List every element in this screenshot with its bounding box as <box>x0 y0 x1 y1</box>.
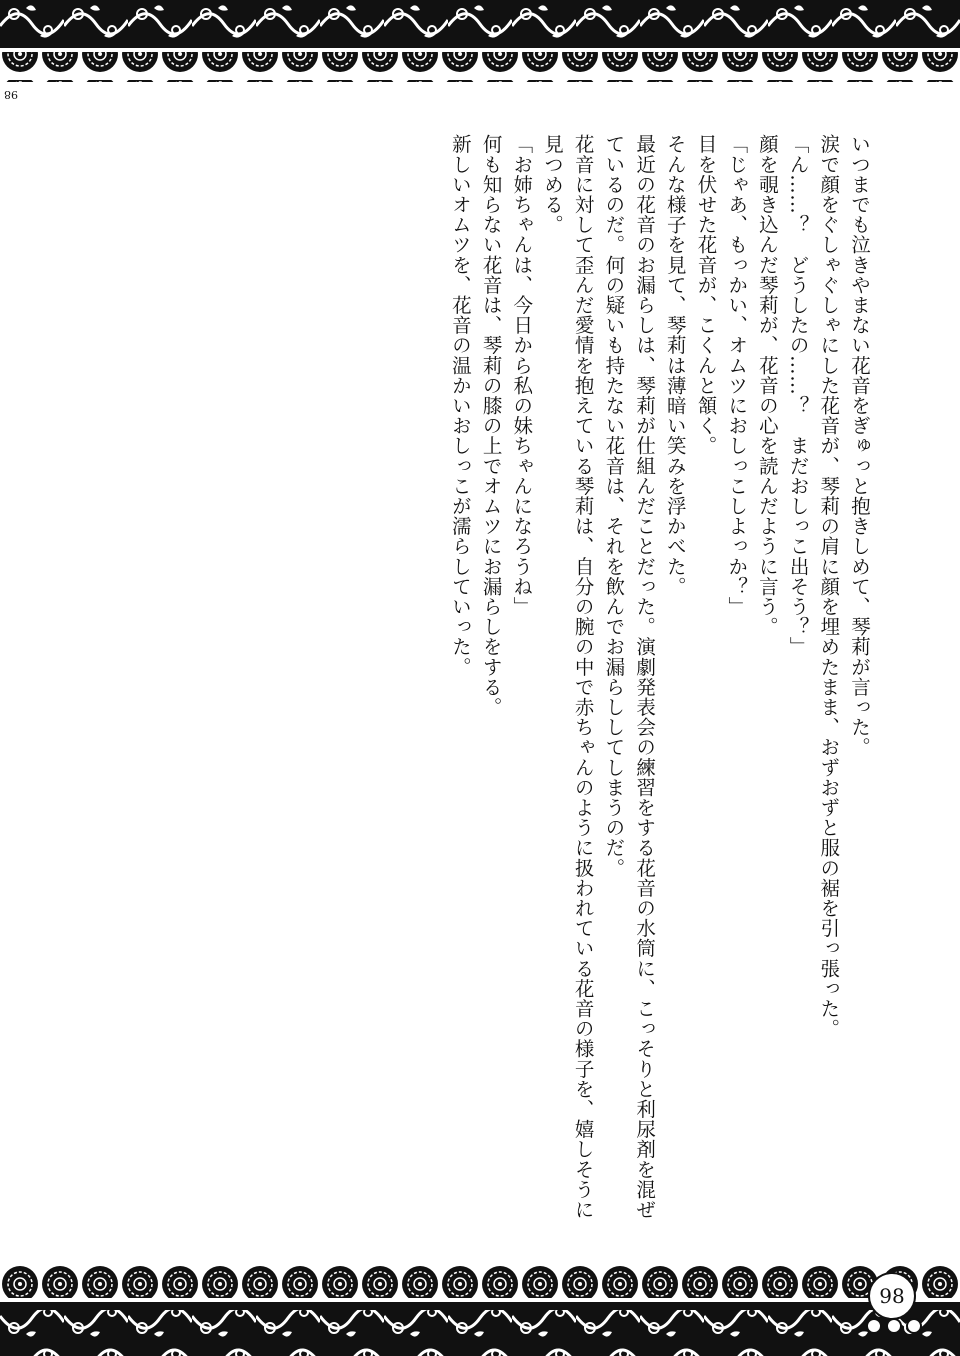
paragraph: 花音に対して歪んだ愛情を抱えている琴莉は、自分の腕の中で赤ちゃんのように扱われている花音の様子を、嬉しそうに見つめる。 <box>540 134 595 1220</box>
paragraph: 最近の花音のお漏らしは、琴莉が仕組んだことだった。演劇発表会の練習をする花音の水筒に、こっそりと利尿剤を混ぜているのだ。何の疑いも持たない花音は、それを飲んでお漏らししてしまうのだ。 <box>602 134 657 1220</box>
paragraph: 新しいオムツを、花音の温かいおしっこが濡らしていった。 <box>448 134 472 677</box>
paragraph: 「じゃあ、もっかい、オムツにおしっこしよっか？」 <box>725 134 749 617</box>
paragraph: 涙で顔をぐしゃぐしゃにした花音が、琴莉の肩に顔を埋めたまま、おずおずと服の裾を引っ張った。 <box>817 134 841 1039</box>
paragraph: 何も知らない花音は、琴莉の膝の上でオムツにお漏らしをする。 <box>479 134 503 717</box>
page-number <box>868 1272 916 1320</box>
dot-icon <box>906 1318 922 1334</box>
paragraph: 顔を覗き込んだ琴莉が、花音の心を読んだように言う。 <box>755 134 779 637</box>
lace-ornament-bottom-icon <box>0 1258 960 1356</box>
dot-icon <box>886 1318 902 1334</box>
paragraph: いつまでも泣きやまない花音をぎゅっと抱きしめて、琴莉が言った。 <box>848 134 871 758</box>
page-number-dots <box>866 1318 922 1334</box>
paragraph: 「ん……？ どうしたの……？ まだおしっこ出そう？」 <box>786 134 810 657</box>
lace-border-top <box>0 0 960 98</box>
lace-border-bottom <box>0 1258 960 1356</box>
paragraph: 目を伏せた花音が、こくんと頷く。 <box>694 134 718 456</box>
folio-top: 98 <box>4 88 18 101</box>
dot-icon <box>866 1318 882 1334</box>
paragraph: 「お姉ちゃんは、今日から私の妹ちゃんになろうね」 <box>510 134 534 617</box>
paragraph: そんな様子を見て、琴莉は薄暗い笑みを浮かべた。 <box>663 134 687 597</box>
lace-ornament-top-icon <box>0 0 960 98</box>
page-number-label: 98 <box>879 1284 905 1308</box>
body-text <box>44 134 874 1234</box>
